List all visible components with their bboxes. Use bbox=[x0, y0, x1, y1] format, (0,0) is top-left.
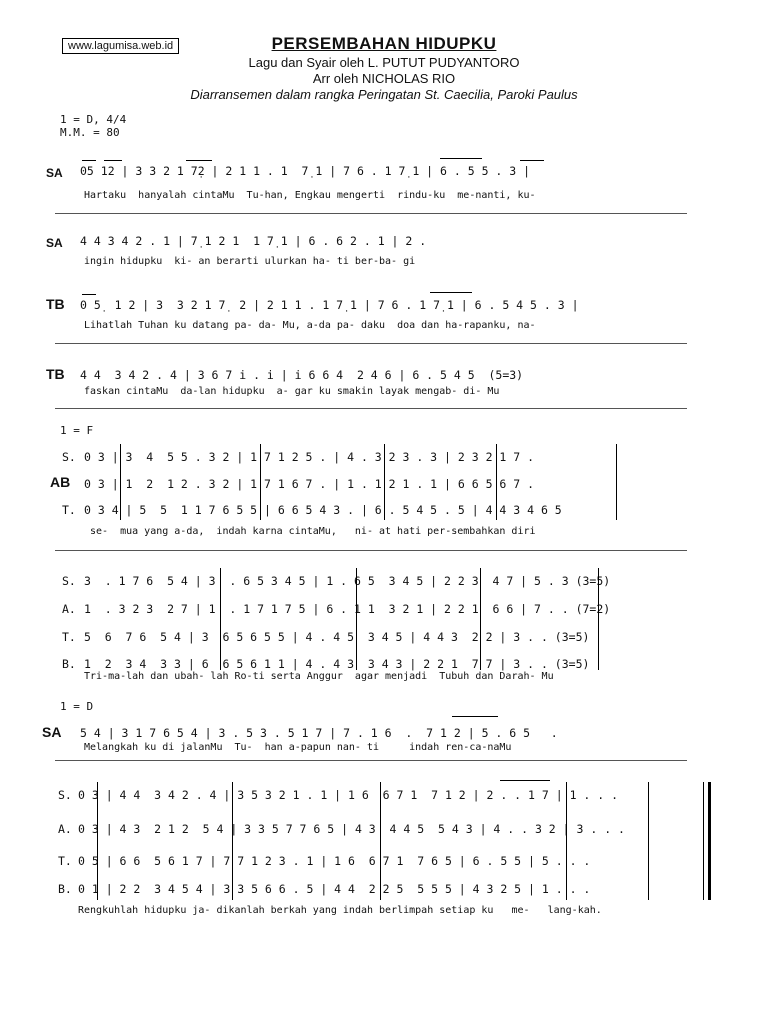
barline bbox=[356, 568, 357, 670]
triplet-bracket bbox=[452, 716, 498, 717]
notation-line: 0 3 | 1 2 1 2 . 3 2 | 1 7 1 6 7 . | 1 . 1 2 1 . 1 | 6 6 5 6 7 . bbox=[84, 477, 535, 491]
part-label: S. bbox=[62, 450, 76, 464]
lyric-line: Melangkah ku di jalanMu Tu- han a-papun nan- ti indah ren-ca-naMu bbox=[84, 742, 512, 753]
barline bbox=[220, 568, 221, 670]
notation-line: 4 4 3 4 2 . 1 | 7̣ 1 2 1 1 7̣ 1 | 6 . 6 2 . 1 | 2 . bbox=[80, 234, 427, 248]
beam-line bbox=[104, 160, 122, 161]
system-divider bbox=[55, 760, 687, 761]
part-label: S. bbox=[62, 574, 76, 588]
barline bbox=[598, 568, 599, 670]
part-label: T. bbox=[62, 503, 76, 517]
final-barline bbox=[708, 782, 711, 900]
notation-line: 0 5 | 6 6 5 6 1 7 | 7 7 1 2 3 . 1 | 1 6 6 7 1 7 6 5 | 6 . 5 5 | 5 . . . bbox=[78, 854, 591, 868]
part-label: A. bbox=[62, 602, 76, 616]
final-barline bbox=[703, 782, 704, 900]
part-label: B. bbox=[58, 882, 72, 896]
voice-label: TB bbox=[46, 296, 65, 312]
system-divider bbox=[55, 343, 687, 344]
system-divider bbox=[55, 408, 687, 409]
triplet-bracket bbox=[430, 292, 472, 293]
lyric-line: Rengkuhlah hidupku ja- dikanlah berkah yang indah berlimpah setiap ku me- lang-kah. bbox=[78, 905, 602, 916]
system-divider bbox=[55, 213, 687, 214]
barline bbox=[232, 782, 233, 900]
barline bbox=[260, 444, 261, 520]
part-label: T. bbox=[62, 630, 76, 644]
voice-label: AB bbox=[50, 474, 71, 490]
arrangement-note: Diarransemen dalam rangka Peringatan St. Caecilia, Paroki Paulus bbox=[190, 87, 578, 102]
notation-line: 5 6 7 6 5 4 | 3 6 5 6 5 5 | 4 . 4 5 3 4 5 | 4 4 3 2 2 | 3 . . (3=5) bbox=[84, 630, 590, 644]
lyric-line: Tri-ma-lah dan ubah- lah Ro-ti serta Anggur agar menjadi Tubuh dan Darah- Mu bbox=[84, 671, 554, 682]
part-label: B. bbox=[62, 657, 76, 671]
key-change: 1 = F bbox=[60, 424, 94, 437]
part-label: T. bbox=[58, 854, 72, 868]
part-label: A. bbox=[58, 822, 72, 836]
notation-line: 0 3 | 4 4 3 4 2 . 4 | 3 5 3 2 1 . 1 | 1 6 6 7 1 7 1 2 | 2 . . 1 7 | 1 . . . bbox=[78, 788, 619, 802]
beam-line bbox=[520, 160, 544, 161]
notation-line: 3 . 1 7 6 5 4 | 3 . 6 5 3 4 5 | 1 . 6 5 3 4 5 | 2 2 3 4 7 | 5 . 3 (3=5) bbox=[84, 574, 611, 588]
notation-line: 0 5̣ 1 2 | 3 3 2 1 7̣ 2 | 2 1 1 . 1 7̣ 1 | 7 6 . 1 7̣ 1 | 6 . 5 4 5 . 3 | bbox=[80, 298, 579, 312]
notation-line: 4 4 3 4 2 . 4 | 3 6 7 i . i | i 6 6 4 2 4 6 | 6 . 5 4 5 (5=3) bbox=[80, 368, 524, 382]
notation-line: 0 3 | 3 4 5 5 . 3 2 | 1 7 1 2 5 . | 4 . 3 2 3 . 3 | 2 3 2 1 7 . bbox=[84, 450, 535, 464]
arranger-credit: Arr oleh NICHOLAS RIO bbox=[312, 71, 456, 86]
beam-line bbox=[82, 294, 96, 295]
notation-line: 0 3 | 4 3 2 1 2 5 4 | 3 3 5 7 7 6 5 | 4 3 4 4 5 5 4 3 | 4 . . 3 2 | 3 . . . bbox=[78, 822, 625, 836]
lyric-line: Hartaku hanyalah cintaMu Tu-han, Engkau mengerti rindu-ku me-nanti, ku- bbox=[84, 190, 536, 201]
part-label: S. bbox=[58, 788, 72, 802]
notation-line: 5 4 | 3 1 7 6 5 4 | 3 . 5 3 . 5 1 7 | 7 . 1 6 . 7 1 2 | 5 . 6 5 . bbox=[80, 726, 558, 740]
tempo-marking: M.M. = 80 bbox=[60, 126, 120, 139]
barline bbox=[616, 444, 617, 520]
key-change: 1 = D bbox=[60, 700, 94, 713]
barline bbox=[566, 782, 567, 900]
triplet-bracket bbox=[440, 158, 482, 159]
barline bbox=[648, 782, 649, 900]
lyric-line: se- mua yang a-da, indah karna cintaMu, ni- at hati per-sembahkan diri bbox=[90, 526, 536, 537]
barline bbox=[384, 444, 385, 520]
notation-line: 1 2 3 4 3 3 | 6 6 5 6 1 1 | 4 . 4 3 3 4 3 | 2 2 1 7 7 | 3 . . (3=5) bbox=[84, 657, 590, 671]
song-title: PERSEMBAHAN HIDUPKU bbox=[271, 34, 497, 53]
barline bbox=[97, 782, 98, 900]
notation-line: 0 1 | 2 2 3 4 5 4 | 3 3 5 6 6 . 5 | 4 4 2 2 5 5 5 5 | 4 3 2 5 | 1 . . . bbox=[78, 882, 591, 896]
beam-line bbox=[186, 160, 212, 161]
voice-label: SA bbox=[46, 166, 63, 180]
voice-label: TB bbox=[46, 366, 65, 382]
barline bbox=[496, 444, 497, 520]
website-label: www.lagumisa.web.id bbox=[62, 38, 179, 54]
notation-line: 05 12 | 3 3 2 1 7̣2 | 2 1 1 . 1 7̣ 1 | 7 6 . 1 7̣ 1 | 6 . 5 5 . 3 | bbox=[80, 164, 531, 178]
lyric-line: faskan cintaMu da-lan hidupku a- gar ku smakin layak mengab- di- Mu bbox=[84, 386, 500, 397]
barline bbox=[380, 782, 381, 900]
notation-line: 1 . 3 2 3 2 7 | 1 . 1 7 1 7 5 | 6 . 1 1 3 2 1 | 2 2 1 6 6 | 7 . . (7=2) bbox=[84, 602, 611, 616]
composer-credit: Lagu dan Syair oleh L. PUTUT PUDYANTORO bbox=[248, 55, 520, 70]
barline bbox=[480, 568, 481, 670]
key-signature: 1 = D, 4/4 bbox=[60, 113, 127, 126]
triplet-bracket bbox=[500, 780, 550, 781]
barline bbox=[120, 444, 121, 520]
system-divider bbox=[55, 550, 687, 551]
lyric-line: Lihatlah Tuhan ku datang pa- da- Mu, a-da pa- daku doa dan ha-rapanku, na- bbox=[84, 320, 536, 331]
lyric-line: ingin hidupku ki- an berarti ulurkan ha- ti ber-ba- gi bbox=[84, 256, 416, 267]
voice-label: SA bbox=[46, 236, 63, 250]
notation-line: 0 3 4 | 5 5 1 1 7 6 5 5 | 6 6 5 4 3 . | 6 . 5 4 5 . 5 | 4 4 3 4 6 5 bbox=[84, 503, 562, 517]
voice-label: SA bbox=[42, 724, 62, 740]
beam-line bbox=[82, 160, 96, 161]
